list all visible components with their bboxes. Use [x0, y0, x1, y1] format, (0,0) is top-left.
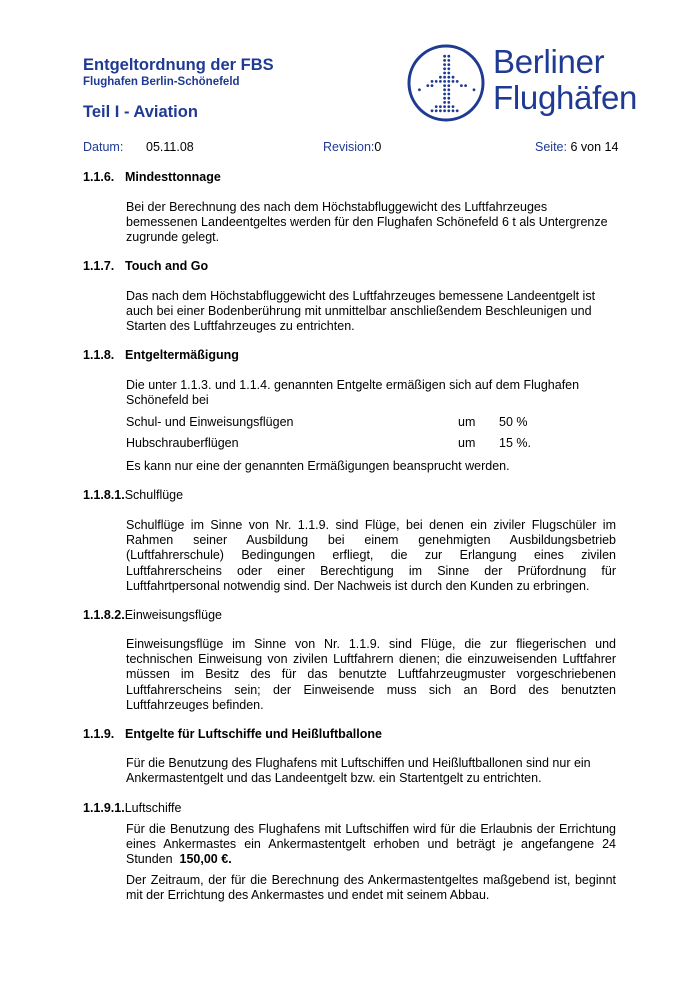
section-heading: 1.1.7. Touch and Go: [83, 259, 209, 273]
date-label: Datum:: [83, 140, 124, 154]
section-heading: 1.1.9.1.Luftschiffe: [83, 801, 182, 815]
section-heading: 1.1.8.1.Schulflüge: [83, 488, 184, 502]
section-heading: 1.1.8.2.Einweisungsflüge: [83, 608, 222, 622]
revision-label: Revision:: [323, 140, 375, 154]
section-text: Der Zeitraum, der für die Berechnung des Ankermastentgeltes maßgebend ist, beginnt mit der Errichtung des Ankermastes und endet mit seinem Abbau.: [126, 873, 616, 903]
revision: [323, 140, 381, 154]
document-title: Entgeltordnung der FBS: [83, 56, 274, 74]
section-text: Für die Benutzung des Flughafens mit Luftschiffen wird für die Erlaubnis der Errichtung eines Ankermastes ein Ankermastentgelt erhoben und beträgt je angefangene 24 Stunden 150,00 €.: [126, 822, 616, 867]
page-label: Seite:: [535, 140, 567, 154]
date-value: 05.11.08: [146, 140, 194, 154]
discount-row: Hubschrauberflügen um 15 %.: [126, 436, 531, 450]
document-part: Teil I - Aviation: [83, 103, 198, 121]
section-text: Bei der Berechnung des nach dem Höchstabfluggewicht des Luftfahrzeuges bemessenen Landeentgeltes werden für den Flughafen Schönefeld 6 t als Untergrenze zugrunde gelegt.: [126, 200, 608, 245]
section-text: Das nach dem Höchstabfluggewicht des Luftfahrzeuges bemessene Landeentgelt ist auch bei einer Bodenberührung mit unmittelbar anschließendem Beschleunigen und Starten des Luftfahrzeuges zu entrichten.: [126, 289, 596, 334]
section-text: Für die Benutzung des Flughafens mit Luftschiffen und Heißluftballonen sind nur ein Ankermastentgelt und das Landeentgelt bzw. ein Startentgelt zu entrichten.: [126, 756, 591, 786]
section-heading: 1.1.9. Entgelte für Luftschiffe und Heißluftballone: [83, 727, 382, 741]
logo-line-1: Berliner: [493, 43, 605, 80]
discount-row: Schul- und Einweisungsflügen um 50 %: [126, 415, 528, 429]
page-value: 6 von 14: [570, 140, 619, 154]
section-heading: 1.1.6. Mindesttonnage: [83, 170, 221, 184]
revision-value: 0: [374, 140, 382, 154]
logo-line-2: Flughäfen: [493, 79, 638, 116]
section-text: Schulflüge im Sinne von Nr. 1.1.9. sind Flüge, bei denen ein ziviler Flugschüler im Rahmen seiner Ausbildung bei einem genehmigten Ausbildungsbetrieb (Luftfahrerschule) Bedingungen erfliegt, die zur Erlangung eines zivilen Luftfahrerscheins oder einer Berechtigung im Sinne der Prüfordnung für Luftfahrtpersonal notwendig sind. Der Nachweis ist durch den Kunden zu erbringen.: [126, 518, 616, 593]
section-text: Es kann nur eine der genannten Ermäßigungen beansprucht werden.: [126, 459, 510, 473]
document-subtitle: Flughafen Berlin-Schönefeld: [83, 76, 240, 88]
section-heading: 1.1.8. Entgeltermäßigung: [83, 348, 239, 362]
logo-wordmark: [493, 44, 637, 116]
price-value: 150,00 €.: [179, 852, 232, 867]
page-number: [535, 140, 618, 154]
section-text: Die unter 1.1.3. und 1.1.4. genannten Entgelte ermäßigen sich auf dem Flughafen Schönefeld bei: [126, 378, 580, 408]
section-text: Einweisungsflüge im Sinne von Nr. 1.1.9. sind Flüge, die zur fliegerischen und technischen Einweisung von zivilen Luftfahrern dienen; die einzuweisenden Luftfahrer müssen im Besitz des für das benutzte Luftfahrzeugmuster vorgeschriebenen Luftfahrerscheins sein; der Einweisende muss sich an Bord des benutzten Luftfahrzeuges befinden.: [126, 637, 616, 712]
